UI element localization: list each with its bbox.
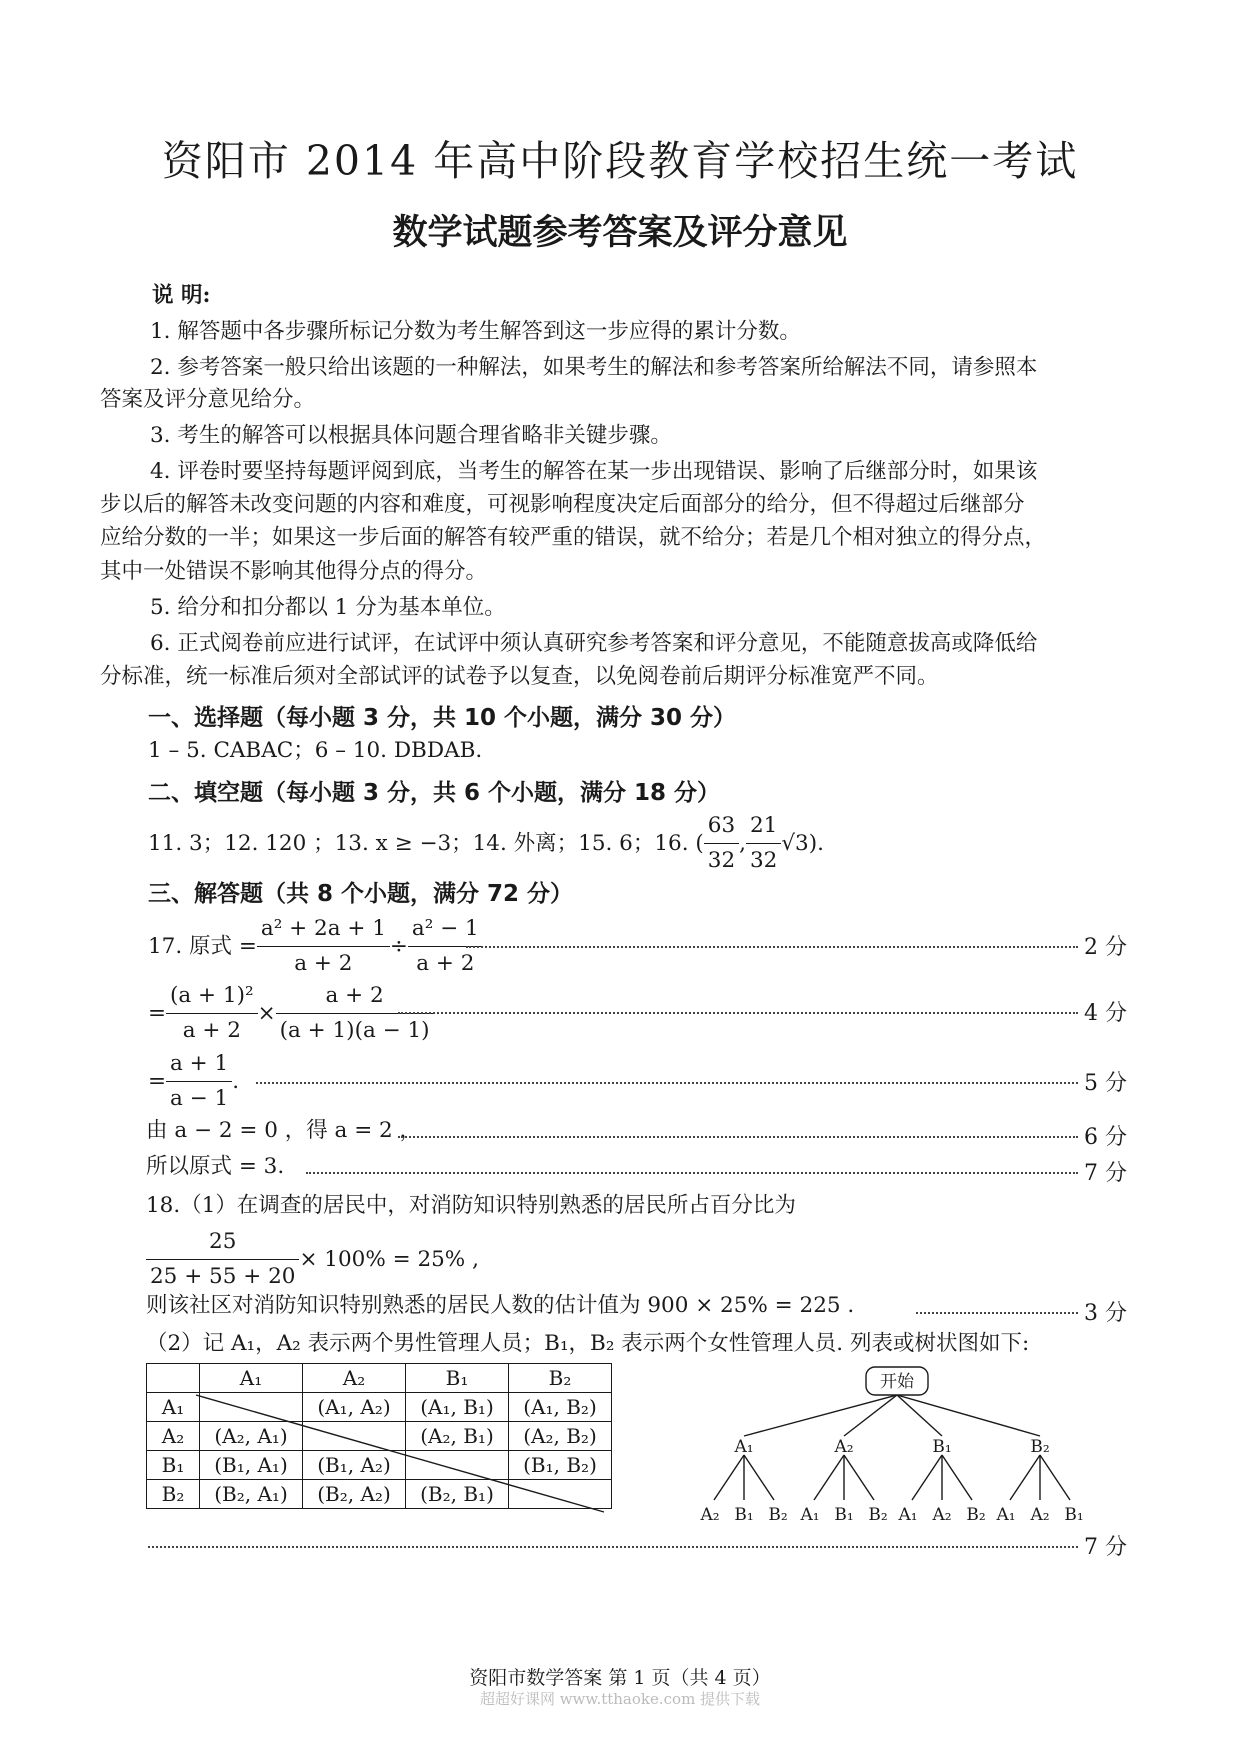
table-header: A₂ bbox=[303, 1364, 406, 1393]
tree-leaf: B₁ bbox=[734, 1505, 754, 1525]
table-cell: (A₁, B₁) bbox=[406, 1393, 509, 1422]
tree-leaf: B₂ bbox=[868, 1505, 888, 1525]
times-sign: × bbox=[257, 1000, 276, 1026]
table-cell: (A₂, B₁) bbox=[406, 1422, 509, 1451]
period: . bbox=[232, 1068, 240, 1094]
table-cell: (A₂, B₂) bbox=[509, 1422, 612, 1451]
note-1: 1. 解答题中各步骤所标记分数为考生解答到这一步应得的累计分数。 bbox=[150, 319, 801, 344]
fill-answers-text: 11. 3；12. 120 ；13. x ≥ −3；14. 外离；15. 6；16. ( bbox=[148, 830, 704, 856]
table-header: B₂ bbox=[509, 1364, 612, 1393]
fraction-numerator: (a + 1)² bbox=[166, 982, 258, 1014]
fraction-denominator: (a + 1)(a − 1) bbox=[279, 1018, 430, 1043]
score: 2 分 bbox=[1084, 935, 1127, 960]
table-cell: (B₂, A₁) bbox=[200, 1480, 303, 1509]
tree-node: B₂ bbox=[1030, 1437, 1050, 1457]
fraction-denominator: a + 2 bbox=[416, 951, 475, 976]
tree-branch bbox=[942, 1455, 972, 1500]
note-4-line3: 应给分数的一半；如果这一步后面的解答有较严重的错误，就不给分；若是几个相对独立的得分点， bbox=[100, 525, 1047, 550]
page-title: 资阳市 2014 年高中阶段教育学校招生统一考试 bbox=[161, 137, 1079, 185]
sqrt-three: √3). bbox=[781, 830, 824, 856]
page-subtitle: 数学试题参考答案及评分意见 bbox=[392, 213, 848, 253]
table-cell: (B₁, A₁) bbox=[200, 1451, 303, 1480]
fraction-numerator: a² − 1 bbox=[408, 915, 483, 947]
row-label: B₂ bbox=[147, 1480, 200, 1509]
fraction-numerator: 25 bbox=[146, 1228, 299, 1260]
fraction-numerator: a + 1 bbox=[166, 1050, 232, 1082]
tree-node: A₁ bbox=[734, 1437, 754, 1457]
q17-label: 17. 原式 = bbox=[148, 933, 257, 959]
fraction-denominator: a + 2 bbox=[294, 951, 353, 976]
fraction-numerator: 21 bbox=[746, 812, 781, 844]
tree-branch bbox=[1040, 1455, 1070, 1500]
row-label: B₁ bbox=[147, 1451, 200, 1480]
table-cell: (A₁, A₂) bbox=[303, 1393, 406, 1422]
note-4-line4: 其中一处错误不影响其他得分点的得分。 bbox=[100, 559, 488, 584]
score-leader bbox=[148, 1546, 1078, 1548]
tree-leaf: B₁ bbox=[1064, 1505, 1084, 1525]
score: 7 分 bbox=[1084, 1161, 1127, 1186]
note-4-line2: 步以后的解答未改变问题的内容和难度，可视影响程度决定后面部分的给分，但不得超过后继部分 bbox=[100, 492, 1025, 517]
note-3: 3. 考生的解答可以根据具体问题合理省略非关键步骤。 bbox=[150, 423, 672, 448]
table-cell: (B₂, B₁) bbox=[406, 1480, 509, 1509]
table-cell: (B₁, A₂) bbox=[303, 1451, 406, 1480]
fraction-numerator: a² + 2a + 1 bbox=[257, 915, 390, 947]
tree-branch bbox=[1010, 1455, 1040, 1500]
score: 3 分 bbox=[1084, 1301, 1127, 1326]
tree-branch bbox=[744, 1395, 897, 1436]
fraction-numerator: a + 2 bbox=[276, 982, 434, 1014]
note-2-line2: 答案及评分意见给分。 bbox=[100, 387, 316, 412]
score: 7 分 bbox=[1084, 1535, 1127, 1560]
comma: , bbox=[739, 830, 746, 856]
score: 5 分 bbox=[1084, 1071, 1127, 1096]
table-cell: (B₁, B₂) bbox=[509, 1451, 612, 1480]
table-header: B₁ bbox=[406, 1364, 509, 1393]
notes-heading: 说 明: bbox=[152, 283, 211, 308]
tree-leaf: B₂ bbox=[966, 1505, 986, 1525]
fraction-numerator: 63 bbox=[704, 812, 739, 844]
note-5: 5. 给分和扣分都以 1 分为基本单位。 bbox=[150, 595, 506, 620]
tree-leaf: B₁ bbox=[834, 1505, 854, 1525]
tree-branch bbox=[912, 1455, 942, 1500]
equals: = bbox=[148, 1068, 167, 1094]
q18-part2: （2）记 A₁，A₂ 表示两个男性管理人员；B₁，B₂ 表示两个女性管理人员. 列表或树状图如下: bbox=[146, 1331, 1030, 1356]
table-cell: (A₁, B₂) bbox=[509, 1393, 612, 1422]
q18-estimate: 则该社区对消防知识特别熟悉的居民人数的估计值为 900 × 25% = 225 . bbox=[146, 1293, 855, 1318]
note-4-line1: 4. 评卷时要坚持每题评阅到底，当考生的解答在某一步出现错误、影响了后继部分时，如果该 bbox=[150, 459, 1038, 484]
tree-branch bbox=[744, 1455, 774, 1500]
tree-root-label: 开始 bbox=[880, 1372, 914, 1392]
tree-leaf: A₂ bbox=[700, 1505, 720, 1525]
fraction-denominator: 32 bbox=[707, 848, 736, 873]
page-footer: 资阳市数学答案 第 1 页（共 4 页） bbox=[469, 1667, 771, 1689]
tree-leaf: A₂ bbox=[1030, 1505, 1050, 1525]
row-label: A₂ bbox=[147, 1422, 200, 1451]
percent-result: × 100% = 25% , bbox=[299, 1246, 479, 1272]
q17-step4: 由 a − 2 = 0 ，得 a = 2 ， bbox=[146, 1118, 422, 1143]
table-cell: (B₂, A₂) bbox=[303, 1480, 406, 1509]
table-cell: (A₂, A₁) bbox=[200, 1422, 303, 1451]
tree-leaf: A₁ bbox=[800, 1505, 820, 1525]
section-2-heading: 二、填空题（每小题 3 分，共 6 个小题，满分 18 分） bbox=[148, 780, 721, 806]
row-label: A₁ bbox=[147, 1393, 200, 1422]
tree-branch bbox=[714, 1455, 744, 1500]
tree-branch bbox=[814, 1455, 844, 1500]
equals: = bbox=[148, 1000, 167, 1026]
tree-branch bbox=[897, 1395, 1040, 1436]
section-1-answers: 1 – 5. CABAC；6 – 10. DBDAB. bbox=[148, 738, 483, 763]
q18-part1: 18.（1）在调查的居民中，对消防知识特别熟悉的居民所占百分比为 bbox=[146, 1193, 796, 1218]
score: 6 分 bbox=[1084, 1125, 1127, 1150]
tree-leaf: A₁ bbox=[898, 1505, 918, 1525]
fraction-denominator: 32 bbox=[749, 848, 778, 873]
section-3-heading: 三、解答题（共 8 个小题，满分 72 分） bbox=[148, 881, 574, 907]
tree-leaf: B₂ bbox=[768, 1505, 788, 1525]
fraction-denominator: a − 1 bbox=[170, 1086, 229, 1111]
note-2-line1: 2. 参考答案一般只给出该题的一种解法，如果考生的解法和参考答案所给解法不同，请参照本 bbox=[150, 355, 1038, 380]
fraction-denominator: a + 2 bbox=[182, 1018, 241, 1043]
tree-leaf: A₁ bbox=[996, 1505, 1016, 1525]
note-6-line1: 6. 正式阅卷前应进行试评，在试评中须认真研究参考答案和评分意见，不能随意拔高或降低给 bbox=[150, 631, 1038, 656]
table-header: A₁ bbox=[200, 1364, 303, 1393]
note-6-line2: 分标准，统一标准后须对全部试评的试卷予以复查，以免阅卷前后期评分标准宽严不同。 bbox=[100, 664, 939, 689]
score: 4 分 bbox=[1084, 1001, 1127, 1026]
section-1-heading: 一、选择题（每小题 3 分，共 10 个小题，满分 30 分） bbox=[148, 705, 737, 731]
tree-branch bbox=[844, 1455, 874, 1500]
q17-step5: 所以原式 = 3. bbox=[146, 1154, 285, 1179]
fraction-denominator: 25 + 55 + 20 bbox=[150, 1264, 296, 1289]
watermark: 超超好课网 www.tthaoke.com 提供下载 bbox=[479, 1690, 761, 1708]
divide-sign: ÷ bbox=[389, 933, 408, 959]
tree-node: A₂ bbox=[834, 1437, 854, 1457]
tree-leaf: A₂ bbox=[932, 1505, 952, 1525]
tree-branch bbox=[844, 1395, 897, 1436]
tree-node: B₁ bbox=[932, 1437, 952, 1457]
